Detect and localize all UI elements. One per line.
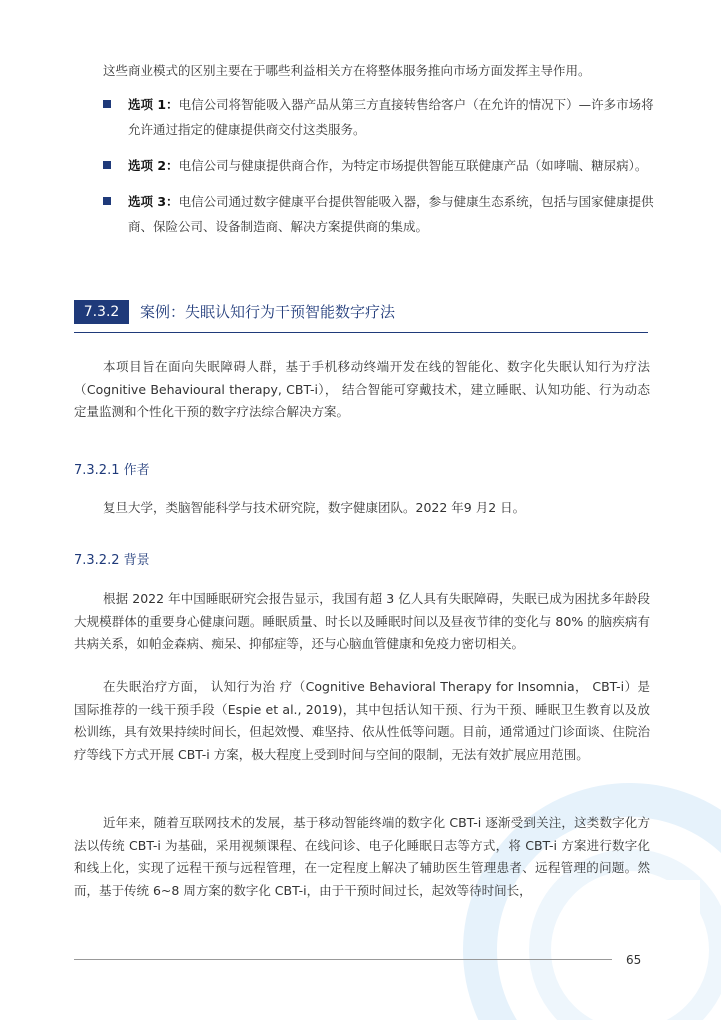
background-paragraph-2: 在失眠治疗方面， 认知行为治 疗（Cognitive Behavioral Therapy for Insomnia， CBT-i）是国际推荐的一线干预手段（Espie et al., 2019)，其中包括认知干预、行为干预、睡眠卫生教育以及放松训练，具有效果持续时间长，但起效慢、难坚持、依从性低等问题。目前，通常通过门诊面谈、住院治疗等线下方式开展 CBT-i 方案，极大程度上受到时间与空间的限制，无法有效扩展应用范围。 (74, 679, 650, 762)
bullet-square-icon (103, 197, 111, 205)
background-paragraph-3: 近年来，随着互联网技术的发展，基于移动智能终端的数字化 CBT-i 逐渐受到关注，这类数字化方法以传统 CBT-i 为基础，采用视频课程、在线问诊、电子化睡眠日志等方式，将 CBT-i 方案进行数字化和线上化，实现了远程干预与远程管理，在一定程度上解决了辅助医生管理患者、远程管理的问题。然而，基于传统 6~8 周方案的数字化 CBT-i，由于干预时间过长，起效等待时间长， (74, 815, 650, 898)
author-paragraph: 复旦大学，类脑智能科学与技术研究院，数字健康团队。2022 年9 月2 日。 (103, 500, 526, 515)
option-text: 电信公司将智能吸入器产品从第三方直接转售给客户（在允许的情况下）—许多市场将允许通过指定的健康提供商交付这类服务。 (128, 97, 654, 137)
section-heading (74, 300, 648, 333)
subheading-background: 7.3.2.2 背景 (74, 553, 150, 568)
background-paragraph-1: 根据 2022 年中国睡眠研究会报告显示，我国有超 3 亿人具有失眠障碍，失眠已成为困扰多年龄段大规模群体的重要身心健康问题。睡眠质量、时长以及睡眠时间以及昼夜节律的变化与 80% 的脑疾病有共病关系，如帕金森病、痴呆、抑郁症等，还与心脑血管健康和免疫力密切相关。 (74, 591, 650, 651)
option-label: 选项 3： (128, 194, 179, 209)
intro-paragraph: 这些商业模式的区别主要在于哪些利益相关方在将整体服务推向市场方面发挥主导作用。 (103, 63, 591, 78)
option-text: 电信公司通过数字健康平台提供智能吸入器，参与健康生态系统，包括与国家健康提供商、保险公司、设备制造商、解决方案提供商的集成。 (128, 194, 654, 234)
bullet-square-icon (103, 161, 111, 169)
option-list (103, 92, 663, 250)
project-intro-paragraph: 本项目旨在面向失眠障碍人群，基于手机移动终端开发在线的智能化、数字化失眠认知行为疗法（Cognitive Behavioural therapy, CBT-i）， 结合智能可穿戴技术，建立睡眠、认知功能、行为动态定量监测和个性化干预的数字疗法综合解决方案。 (74, 359, 650, 419)
bullet-square-icon (103, 100, 111, 108)
option-text: 电信公司与健康提供商合作，为特定市场提供智能互联健康产品（如哮喘、糖尿病）。 (178, 158, 648, 173)
list-item (103, 153, 663, 178)
subheading-author: 7.3.2.1 作者 (74, 463, 150, 478)
option-label: 选项 1： (128, 97, 179, 112)
footer-divider (74, 959, 612, 960)
page-number: 65 (626, 953, 642, 967)
option-label: 选项 2： (128, 158, 179, 173)
list-item (103, 189, 663, 239)
section-number-badge: 7.3.2 (74, 300, 129, 324)
list-item (103, 92, 663, 142)
section-title: 案例：失眠认知行为干预智能数字疗法 (140, 303, 396, 321)
